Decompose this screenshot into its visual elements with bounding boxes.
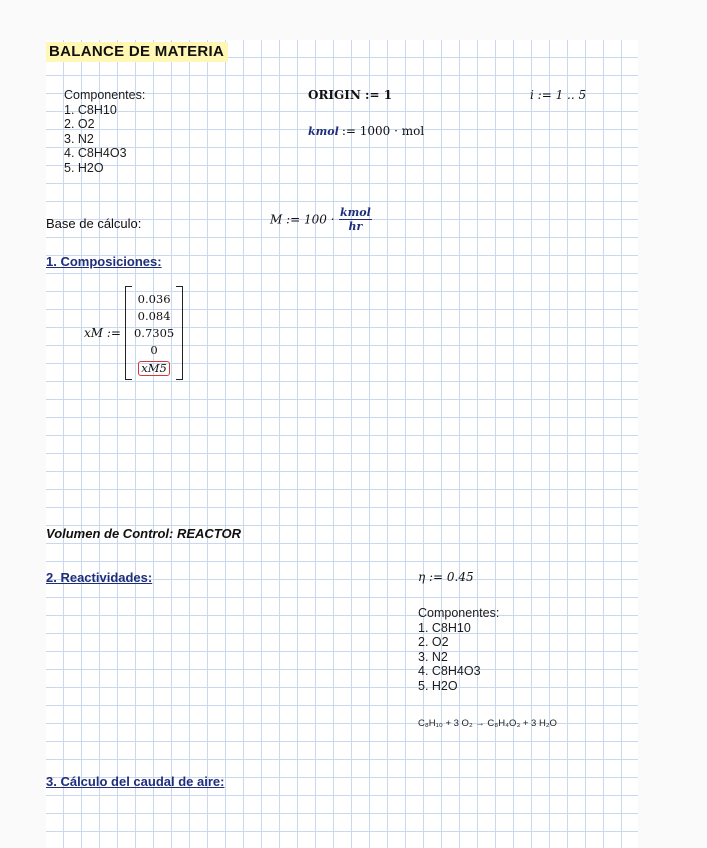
components-heading: Componentes: xyxy=(64,88,146,102)
eta-definition: η := 0.45 xyxy=(418,570,474,584)
base-equation xyxy=(270,206,372,233)
list-item: 4. C8H4O3 xyxy=(418,664,481,678)
kmol-value: := 1000 · mol xyxy=(341,124,425,138)
matrix-lhs: xM := xyxy=(84,326,121,340)
list-item: 1. C8H10 xyxy=(418,620,471,635)
origin-definition: ORIGIN := 1 xyxy=(308,88,393,102)
kmol-definition xyxy=(308,124,424,138)
matrix-cell-error[interactable]: xM5 xyxy=(138,361,170,376)
matrix-cell[interactable]: 0.7305 xyxy=(133,325,175,340)
components-list-right xyxy=(418,606,499,693)
reaction-equation: C₈H₁₀ + 3 O₂ → C₈H₄O₃ + 3 H₂O xyxy=(418,718,557,729)
list-item: 1. C8H10 xyxy=(64,102,117,117)
section-reactividades: 2. Reactividades: xyxy=(46,570,153,585)
list-item: 4. C8H4O3 xyxy=(64,146,127,160)
kmol-symbol: kmol xyxy=(308,125,339,138)
left-bracket xyxy=(125,286,132,380)
unit-denominator: hr xyxy=(348,220,363,233)
components-list-top xyxy=(64,88,145,175)
list-item: 2. O2 xyxy=(64,117,95,131)
page-title: BALANCE DE MATERIA xyxy=(46,42,228,62)
matrix-column xyxy=(132,291,176,376)
control-volume-heading: Volumen de Control: REACTOR xyxy=(46,526,241,541)
unit-numerator: kmol xyxy=(340,206,371,219)
list-item: 3. N2 xyxy=(418,649,448,664)
matrix-body xyxy=(125,286,183,380)
base-lhs: M := 100 · xyxy=(270,212,335,227)
index-range: i := 1 .. 5 xyxy=(530,88,587,102)
base-label: Base de cálculo: xyxy=(46,216,142,231)
list-item: 5. H2O xyxy=(64,160,104,175)
components-heading: Componentes: xyxy=(418,606,500,620)
section-caudal-aire: 3. Cálculo del caudal de aire: xyxy=(46,774,225,789)
composition-matrix xyxy=(84,286,183,380)
base-unit-fraction xyxy=(339,206,372,233)
list-item: 2. O2 xyxy=(418,635,449,649)
list-item: 5. H2O xyxy=(418,678,458,693)
matrix-cell[interactable]: 0.036 xyxy=(137,291,171,306)
matrix-cell[interactable]: 0 xyxy=(150,342,158,357)
right-bracket xyxy=(176,286,183,380)
list-item: 3. N2 xyxy=(64,131,94,146)
section-composiciones: 1. Composiciones: xyxy=(46,254,162,269)
matrix-cell[interactable]: 0.084 xyxy=(137,308,171,323)
